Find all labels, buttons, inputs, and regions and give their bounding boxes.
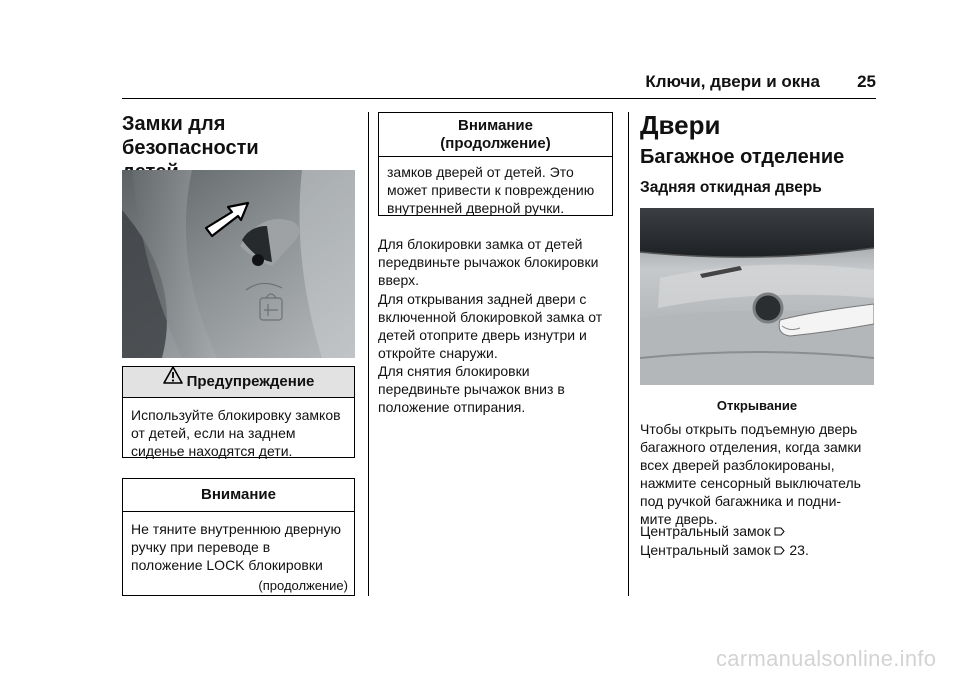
caution-continued-header: Внимание (продолжение) bbox=[379, 113, 612, 157]
caution-title: Внимание bbox=[123, 479, 354, 512]
photo-caption: Открывание bbox=[716, 398, 798, 413]
child-lock-photo bbox=[122, 170, 355, 358]
page-number: 25 bbox=[857, 72, 876, 91]
warning-box-header bbox=[123, 367, 354, 398]
paragraph-lock: Для блокировки замка от детей передвиньте рычажок блокировки вверх. bbox=[378, 236, 599, 288]
warning-text: Используйте блокировку замков от детей, если на заднем сиденье находятся дети. bbox=[131, 407, 341, 459]
header-rule bbox=[122, 98, 876, 99]
caution-box bbox=[122, 478, 355, 596]
paragraph-open-rear-door: Для открывания задней двери с включенной блокировкой замка от детей отоприте дверь изнутри и откройте снаружи. bbox=[378, 291, 603, 361]
running-header-title: Ключи, двери и окна bbox=[645, 72, 820, 91]
continued-note: (продолжение) bbox=[258, 578, 348, 593]
heading-tailgate: Задняя откидная дверь bbox=[640, 179, 822, 196]
caution-text: Не тяните внутреннюю дверную ручку при переводе в положение LOCK блокировки bbox=[131, 521, 342, 573]
tailgate-photo bbox=[640, 208, 874, 385]
reference-central-lock-1[interactable]: Центральный замок bbox=[640, 522, 885, 541]
paragraph-unlock: Для снятия блокировки передвиньте рычажок вниз в положение отпирания. bbox=[378, 363, 565, 415]
caution-continued-text: замков дверей от детей. Это может привести к повреждению внутренней дверной ручки. bbox=[387, 164, 595, 216]
watermark: carmanualsonline.info bbox=[716, 646, 937, 671]
warning-triangle-icon bbox=[163, 365, 183, 395]
section-heading-child-locks: Замки для безопасности bbox=[122, 113, 259, 159]
reference-arrow-icon bbox=[774, 542, 785, 560]
reference-arrow-icon bbox=[774, 523, 785, 541]
paragraph-open-tailgate: Чтобы открыть подъемную дверь багажного отделения, когда замки всех дверей разблокированы, нажмите сенсорный выключатель под ручкой багажника и подни- мите дверь. bbox=[640, 421, 862, 527]
heading-trunk: Багажное отделение bbox=[640, 146, 845, 168]
warning-box bbox=[122, 366, 355, 458]
reference-central-lock-2[interactable]: Центральный замок 23. bbox=[640, 541, 885, 560]
column-divider-left bbox=[368, 112, 369, 596]
caution-continued-box bbox=[378, 112, 613, 216]
heading-doors: Двери bbox=[640, 110, 721, 140]
column-divider-right bbox=[628, 112, 629, 596]
reference-page: 23 bbox=[789, 542, 805, 558]
warning-title: Предупреждение bbox=[186, 373, 315, 390]
